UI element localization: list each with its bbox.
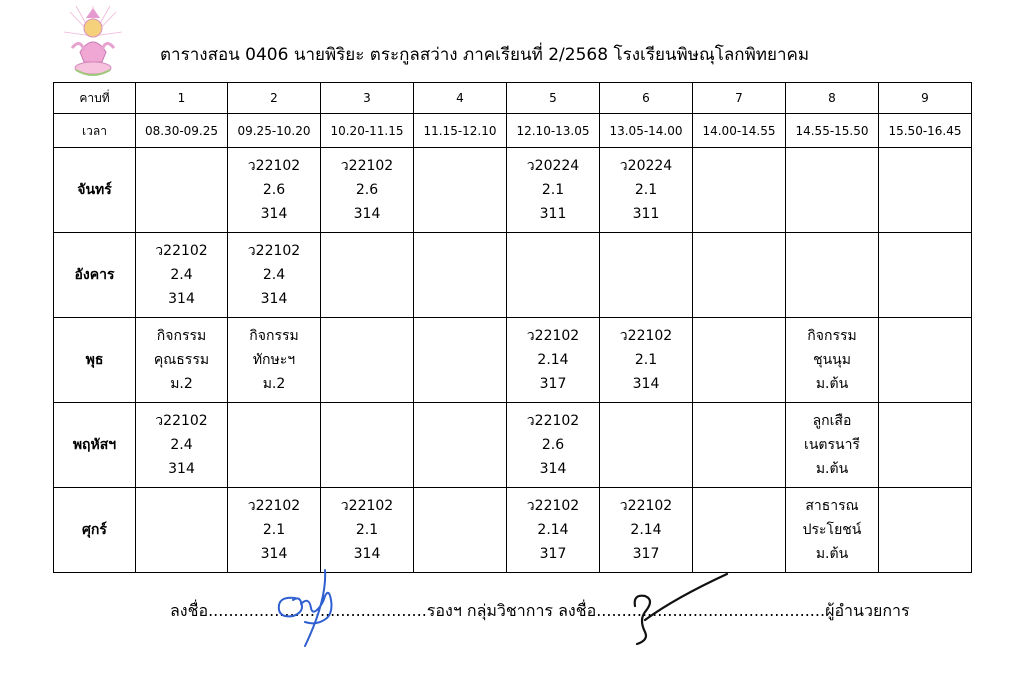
- cell-line: 314: [353, 206, 381, 222]
- period-number: 1: [136, 83, 228, 114]
- schedule-cell: [228, 318, 321, 403]
- sign-label-1: ลงชื่อ: [170, 601, 209, 620]
- period-number: 3: [321, 83, 414, 114]
- cell-line: ว20224: [526, 158, 580, 174]
- period-time: 09.25-10.20: [228, 114, 321, 148]
- cell-line: 2.14: [537, 522, 569, 538]
- schedule-cell: [693, 233, 786, 318]
- cell-line: เนตรนารี: [804, 437, 860, 453]
- cell-line: ลูกเสือ: [812, 413, 852, 429]
- cell-line: ว22102: [247, 243, 301, 259]
- schedule-cell: [786, 318, 879, 403]
- cell-line: 314: [168, 461, 195, 477]
- time-header-row: [54, 114, 972, 148]
- schedule-cell: [414, 403, 507, 488]
- day-row: [54, 233, 972, 318]
- period-time: 15.50-16.45: [879, 114, 972, 148]
- timetable: [53, 82, 972, 573]
- sign-dots-1: ...........................................: [208, 601, 427, 620]
- cell-line: ว22102: [619, 498, 673, 514]
- cell-line: 2.1: [355, 522, 379, 538]
- cell-line: ว22102: [340, 158, 394, 174]
- schedule-cell: [321, 148, 414, 233]
- day-name: อังคาร: [54, 233, 136, 318]
- schedule-cell: [136, 488, 228, 573]
- schedule-cell: [507, 488, 600, 573]
- cell-line: 317: [539, 546, 567, 562]
- period-number: 5: [507, 83, 600, 114]
- cell-line: 2.14: [537, 352, 569, 368]
- schedule-cell: [693, 403, 786, 488]
- cell-line: กิจกรรม: [249, 328, 299, 344]
- schedule-cell: [786, 488, 879, 573]
- cell-line: 2.6: [541, 437, 565, 453]
- period-time: 13.05-14.00: [600, 114, 693, 148]
- period-number: 7: [693, 83, 786, 114]
- schedule-cell: [600, 318, 693, 403]
- period-time: 14.00-14.55: [693, 114, 786, 148]
- schedule-cell: [321, 403, 414, 488]
- schedule-cell: [600, 148, 693, 233]
- period-label: คาบที่: [54, 83, 136, 114]
- period-time: 10.20-11.15: [321, 114, 414, 148]
- director-signature-image: [615, 560, 735, 650]
- day-name: พุธ: [54, 318, 136, 403]
- cell-line: ประโยชน์: [802, 522, 862, 538]
- schedule-cell: [600, 233, 693, 318]
- period-number: 9: [879, 83, 972, 114]
- cell-line: กิจกรรม: [807, 328, 857, 344]
- cell-line: ว22102: [526, 413, 580, 429]
- schedule-cell: [414, 233, 507, 318]
- cell-line: 2.4: [170, 267, 193, 283]
- cell-line: ชุนนุม: [813, 352, 851, 368]
- cell-line: 317: [632, 546, 660, 562]
- page-title: ตารางสอน 0406 นายพิริยะ ตระกูลสว่าง ภาคเรียนที่ 2/2568 โรงเรียนพิษณุโลกพิทยาคม: [160, 45, 810, 65]
- sign-dots-2: .............................................: [596, 601, 826, 620]
- cell-line: 2.4: [170, 437, 193, 453]
- schedule-cell: [786, 233, 879, 318]
- cell-line: 2.1: [262, 522, 286, 538]
- cell-line: คุณธรรม: [153, 352, 210, 368]
- schedule-cell: [228, 233, 321, 318]
- director-role-label: ผู้อำนวยการ: [825, 601, 910, 620]
- period-time: 14.55-15.50: [786, 114, 879, 148]
- cell-line: ว22102: [247, 498, 301, 514]
- day-row: [54, 318, 972, 403]
- deputy-role-label: รองฯ กลุ่มวิชาการ ลงชื่อ: [426, 601, 597, 620]
- cell-line: ว22102: [155, 243, 208, 259]
- day-row: [54, 403, 972, 488]
- day-name: ศุกร์: [54, 488, 136, 573]
- schedule-cell: [136, 318, 228, 403]
- schedule-cell: [321, 318, 414, 403]
- schedule-cell: [600, 403, 693, 488]
- period-time: 08.30-09.25: [136, 114, 228, 148]
- cell-line: ว22102: [619, 328, 673, 344]
- schedule-cell: [414, 318, 507, 403]
- cell-line: 314: [353, 546, 381, 562]
- period-header-row: [54, 83, 972, 114]
- schedule-cell: [879, 148, 972, 233]
- day-row: [54, 148, 972, 233]
- schedule-cell: [228, 148, 321, 233]
- cell-line: ทักษะฯ: [252, 352, 296, 368]
- cell-line: ม.2: [170, 376, 193, 392]
- cell-line: 2.1: [541, 182, 565, 198]
- schedule-cell: [879, 233, 972, 318]
- cell-line: 317: [539, 376, 567, 392]
- schedule-cell: [507, 233, 600, 318]
- cell-line: 314: [260, 291, 288, 307]
- schedule-cell: [228, 403, 321, 488]
- schedule-cell: [414, 148, 507, 233]
- cell-line: 314: [260, 546, 288, 562]
- period-number: 2: [228, 83, 321, 114]
- schedule-cell: [786, 403, 879, 488]
- schedule-cell: [879, 488, 972, 573]
- day-name: พฤหัสฯ: [54, 403, 136, 488]
- cell-line: ว22102: [340, 498, 394, 514]
- schedule-cell: [879, 403, 972, 488]
- period-time: 11.15-12.10: [414, 114, 507, 148]
- cell-line: ว22102: [526, 498, 580, 514]
- period-time: 12.10-13.05: [507, 114, 600, 148]
- deputy-signature-image: [265, 560, 345, 650]
- cell-line: ว20224: [619, 158, 673, 174]
- time-label: เวลา: [54, 114, 136, 148]
- cell-line: 314: [632, 376, 660, 392]
- cell-line: ว22102: [155, 413, 208, 429]
- cell-line: ม.ต้น: [815, 461, 849, 477]
- school-emblem-icon: [62, 4, 124, 80]
- cell-line: 2.6: [355, 182, 379, 198]
- cell-line: 314: [539, 461, 567, 477]
- cell-line: ว22102: [526, 328, 580, 344]
- cell-line: 2.14: [630, 522, 662, 538]
- cell-line: 314: [260, 206, 288, 222]
- cell-line: 314: [168, 291, 195, 307]
- day-name: จันทร์: [54, 148, 136, 233]
- cell-line: 2.4: [262, 267, 286, 283]
- cell-line: 311: [632, 206, 660, 222]
- schedule-cell: [136, 233, 228, 318]
- schedule-cell: [507, 403, 600, 488]
- schedule-cell: [507, 148, 600, 233]
- schedule-cell: [414, 488, 507, 573]
- cell-line: สาธารณ: [805, 498, 859, 514]
- cell-line: 311: [539, 206, 567, 222]
- day-row: [54, 488, 972, 573]
- period-number: 4: [414, 83, 507, 114]
- schedule-cell: [321, 233, 414, 318]
- cell-line: ว22102: [247, 158, 301, 174]
- schedule-cell: [693, 148, 786, 233]
- period-number: 6: [600, 83, 693, 114]
- cell-line: ม.ต้น: [815, 546, 849, 562]
- schedule-cell: [507, 318, 600, 403]
- schedule-cell: [786, 148, 879, 233]
- cell-line: ม.2: [262, 376, 286, 392]
- cell-line: 2.1: [634, 182, 658, 198]
- cell-line: ม.ต้น: [815, 376, 849, 392]
- cell-line: กิจกรรม: [156, 328, 207, 344]
- schedule-cell: [879, 318, 972, 403]
- cell-line: 2.6: [262, 182, 286, 198]
- schedule-cell: [693, 318, 786, 403]
- cell-line: 2.1: [634, 352, 658, 368]
- period-number: 8: [786, 83, 879, 114]
- schedule-cell: [136, 148, 228, 233]
- schedule-cell: [136, 403, 228, 488]
